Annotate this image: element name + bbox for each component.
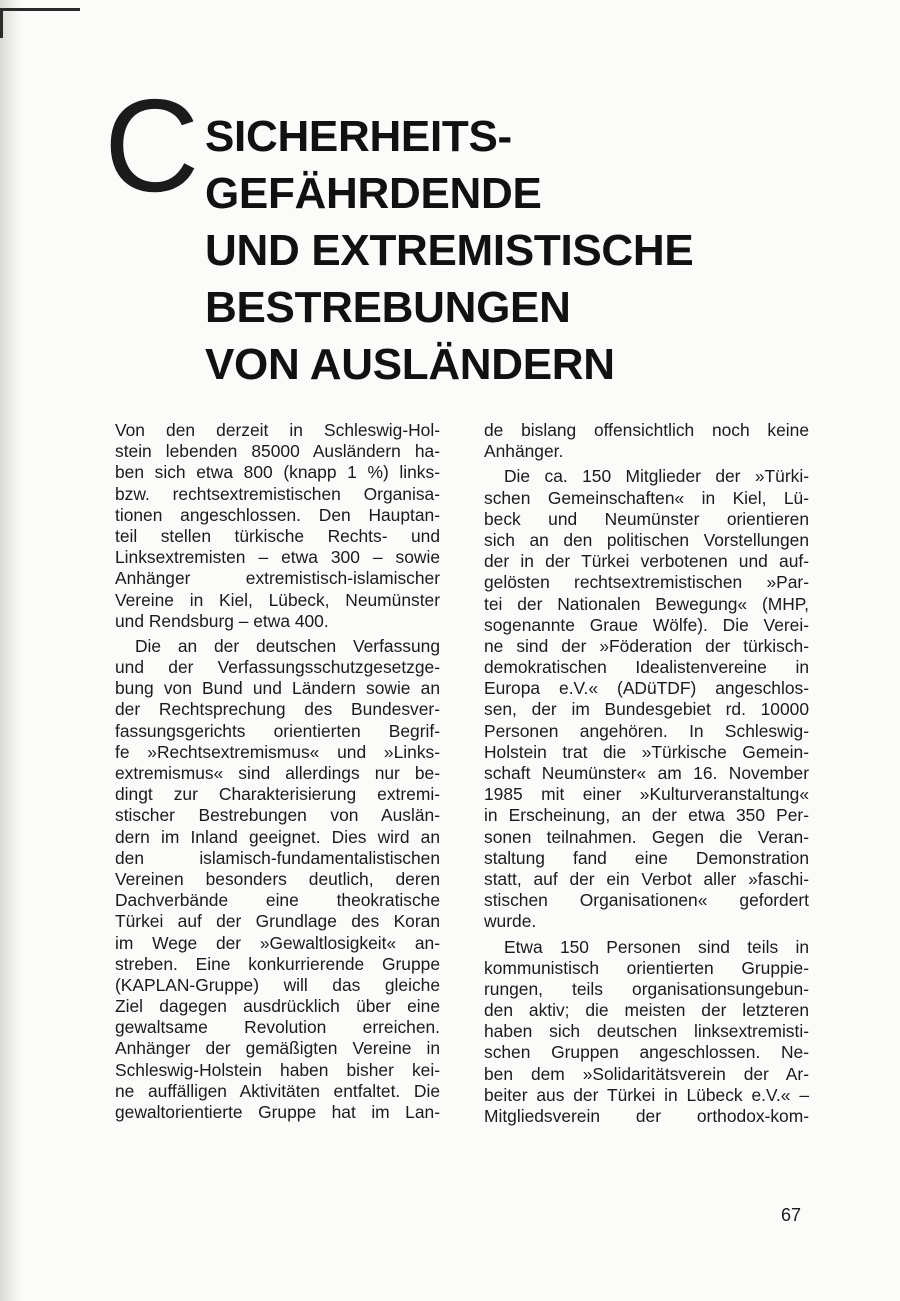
text-line: Die an der deutschen Verfassung xyxy=(135,635,440,656)
text-line: beiter aus der Türkei in Lübeck e.V.« – xyxy=(484,1084,809,1105)
crop-mark xyxy=(0,8,80,11)
text-line: schen Gemeinschaften« in Kiel, Lü- xyxy=(484,487,809,508)
chapter-title-line: VON AUSLÄNDERN xyxy=(205,340,615,389)
text-line: und der Verfassungsschutzgesetzge- xyxy=(115,657,440,678)
chapter-title-line: UND EXTREMISTISCHE xyxy=(205,226,694,275)
text-line: bung von Bund und Ländern sowie an xyxy=(115,678,440,699)
text-line: in Erscheinung, an der etwa 350 Per- xyxy=(484,805,809,826)
text-line: Anhänger extremistisch-islamischer xyxy=(115,568,440,589)
text-line: Vereine in Kiel, Lübeck, Neumünster xyxy=(115,589,440,610)
text-line: Dachverbände eine theokratische xyxy=(115,890,440,911)
text-line: schaft Neumünster« am 16. November xyxy=(484,763,809,783)
text-line: sen, der im Bundesgebiet rd. 10000 xyxy=(484,699,809,720)
text-line: und Rendsburg – etwa 400. xyxy=(115,610,329,631)
text-line: gewaltsame Revolution erreichen. xyxy=(115,1017,440,1038)
text-line: teil stellen türkische Rechts- und xyxy=(115,525,440,546)
text-line: bzw. rechtsextremistischen Organisa- xyxy=(115,483,440,504)
text-line: extremismus« sind allerdings nur be- xyxy=(115,763,440,783)
text-line: ne sind der »Föderation der türkisch- xyxy=(484,635,809,656)
text-line: ne auffälligen Aktivitäten entfaltet. Die xyxy=(115,1080,440,1101)
text-line: fassungsgerichts orientierten Begrif- xyxy=(115,720,440,741)
text-line: Anhänger. xyxy=(484,441,564,462)
chapter-title xyxy=(205,108,693,393)
text-line: stein lebenden 85000 Ausländern ha- xyxy=(115,441,440,462)
text-line: Linksextremisten – etwa 300 – sowie xyxy=(115,547,440,568)
text-line: im Wege der »Gewaltlosigkeit« an- xyxy=(115,932,440,953)
text-line: sonen teilnahmen. Gegen die Veran- xyxy=(484,826,809,847)
text-line: den islamisch-fundamentalistischen xyxy=(115,847,440,868)
text-line: 1985 mit einer »Kulturveranstaltung« xyxy=(484,784,809,805)
chapter-letter: C xyxy=(104,72,196,219)
text-line: gewaltorientierte Gruppe hat im Lan- xyxy=(115,1102,440,1122)
text-line: Anhänger der gemäßigten Vereine in xyxy=(115,1038,440,1059)
text-line: Etwa 150 Personen sind teils in xyxy=(504,936,809,957)
text-line: ben sich etwa 800 (knapp 1 %) links- xyxy=(115,462,440,483)
crop-mark-vertical xyxy=(0,8,3,38)
text-line: stischer Bestrebungen von Auslän- xyxy=(115,805,440,826)
text-line: beck und Neumünster orientieren xyxy=(484,508,809,529)
text-line: Mitgliedsverein der orthodox-kom- xyxy=(484,1106,809,1126)
text-line: Holstein trat die »Türkische Gemein- xyxy=(484,741,809,762)
text-line: tionen angeschlossen. Den Hauptan- xyxy=(115,504,440,525)
page-gutter-shadow xyxy=(0,0,22,1301)
text-line: dern im Inland geeignet. Dies wird an xyxy=(115,826,440,847)
text-line: streben. Eine konkurrierende Gruppe xyxy=(115,953,440,974)
text-line: Vereinen besonders deutlich, deren xyxy=(115,868,440,889)
text-line: Schleswig-Holstein haben bisher kei- xyxy=(115,1059,440,1080)
text-line: schen Gruppen angeschlossen. Ne- xyxy=(484,1042,809,1063)
text-line: stischen Organisationen« gefordert xyxy=(484,890,809,911)
right-text-column xyxy=(484,420,809,1127)
text-line: Von den derzeit in Schleswig-Hol- xyxy=(115,420,440,440)
page-number: 67 xyxy=(781,1205,802,1225)
text-line: statt, auf der ein Verbot aller »faschi- xyxy=(484,868,809,889)
text-line: sogenannte Graue Wölfe). Die Verei- xyxy=(484,614,809,635)
text-line: Die ca. 150 Mitglieder der »Türki- xyxy=(504,466,809,487)
text-line: haben sich deutschen linksextremisti- xyxy=(484,1021,809,1042)
text-line: sich an den politischen Vorstellungen xyxy=(484,529,809,550)
text-line: de bislang offensichtlich noch keine xyxy=(484,420,809,440)
text-line: den aktiv; die meisten der letzteren xyxy=(484,1000,809,1021)
text-line: tei der Nationalen Bewegung« (MHP, xyxy=(484,593,809,614)
text-line: staltung fand eine Demonstration xyxy=(484,847,809,868)
text-line: rungen, teils organisationsungebun- xyxy=(484,978,809,999)
text-line: wurde. xyxy=(484,911,537,932)
text-line: Personen angehören. In Schleswig- xyxy=(484,720,809,741)
text-line: der Rechtsprechung des Bundesver- xyxy=(115,699,440,720)
text-line: fe »Rechtsextremismus« und »Links- xyxy=(115,741,440,762)
text-line: gelösten rechtsextremistischen »Par- xyxy=(484,572,809,593)
text-line: Türkei auf der Grundlage des Koran xyxy=(115,911,440,932)
text-line: der in der Türkei verbotenen und auf- xyxy=(484,551,809,572)
text-line: Europa e.V.« (ADüTDF) angeschlos- xyxy=(484,678,809,699)
text-line: Ziel dagegen ausdrücklich über eine xyxy=(115,996,440,1017)
text-line: ben dem »Solidaritätsverein der Ar- xyxy=(484,1063,809,1084)
chapter-title-line: GEFÄHRDENDE xyxy=(205,169,542,218)
text-line: dingt zur Charakterisierung extremi- xyxy=(115,784,440,805)
left-text-column xyxy=(115,420,440,1123)
chapter-title-line: BESTREBUNGEN xyxy=(205,283,571,332)
text-line: demokratischen Idealistenvereine in xyxy=(484,657,809,678)
text-line: kommunistisch orientierten Gruppie- xyxy=(484,957,809,978)
text-line: (KAPLAN-Gruppe) will das gleiche xyxy=(115,974,440,995)
chapter-title-line: SICHERHEITS- xyxy=(205,112,512,161)
